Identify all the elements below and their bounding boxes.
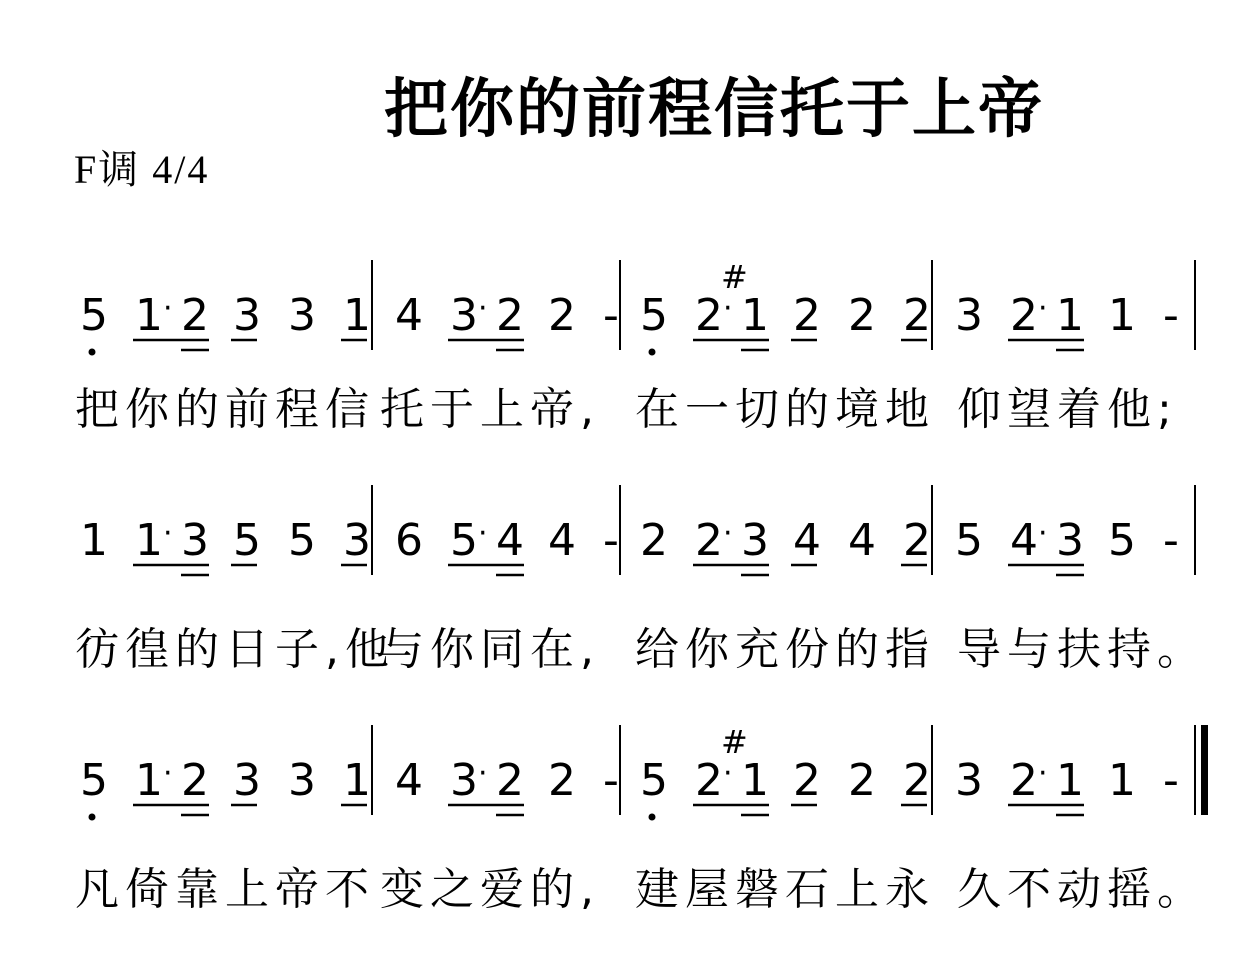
note-digit: 5 [288,515,316,566]
note-digit: 5 [450,515,478,566]
dash-sustain: - [1163,290,1179,341]
dot-mark: · [163,516,173,551]
lyric-phrase: 导与扶持。 [957,624,1207,675]
low-octave-dot [89,814,96,821]
note-digit: 2 [695,515,723,566]
dot-mark: · [478,516,488,551]
dash-sustain: - [603,290,619,341]
lyric-phrase: 托于上帝, [380,384,600,435]
note-digit: 6 [395,515,423,566]
dot-mark: · [478,756,488,791]
note-digit: 2 [793,290,821,341]
note-digit: 5 [640,290,668,341]
note-digit: 1 [135,515,163,566]
note-digit: 5 [640,755,668,806]
note-digit: 2 [548,755,576,806]
note-digit: 3 [343,515,371,566]
dot-mark: · [478,291,488,326]
note-digit: 1 [135,290,163,341]
note-digit: 2 [848,755,876,806]
low-octave-dot [649,814,656,821]
note-digit: 5 [955,515,983,566]
lyric-phrase: 在一切的境地 [635,384,935,435]
note-digit: 4 [848,515,876,566]
dot-mark: · [1038,756,1048,791]
note-digit: 3 [288,290,316,341]
note-digit: 1 [1056,290,1084,341]
dash-sustain: - [603,515,619,566]
note-digit: 3 [181,515,209,566]
note-digit: 2 [496,755,524,806]
note-digit: 2 [181,755,209,806]
note-digit: 5 [80,290,108,341]
note-digit: 4 [548,515,576,566]
note-digit: 4 [496,515,524,566]
note-digit: 2 [903,755,931,806]
note-digit: 2 [496,290,524,341]
note-digit: 2 [793,755,821,806]
note-digit: 3 [955,755,983,806]
dash-sustain: - [603,755,619,806]
note-digit: 1 [741,755,769,806]
note-digit: 3 [450,290,478,341]
dot-mark: · [1038,516,1048,551]
note-digit: 4 [395,755,423,806]
dash-sustain: - [1163,515,1179,566]
note-digit: 3 [288,755,316,806]
lyric-phrase: 建屋磐石上永 [635,864,935,915]
lyric-phrase: 彷徨的日子,他 [75,624,395,675]
dash-sustain: - [1163,755,1179,806]
dot-mark: · [723,516,733,551]
note-digit: 1 [343,755,371,806]
dot-mark: · [163,291,173,326]
note-digit: 3 [450,755,478,806]
note-digit: 2 [181,290,209,341]
lyric-phrase: 变之爱的, [380,864,600,915]
note-digit: 2 [548,290,576,341]
key-and-time-signature: F调 4/4 [74,147,210,192]
note-digit: 1 [1108,755,1136,806]
song-title: 把你的前程信托于上帝 [384,73,1044,147]
dot-mark: · [723,756,733,791]
note-digit: 1 [80,515,108,566]
note-digit: 3 [741,515,769,566]
lyric-phrase: 久不动摇。 [957,864,1207,915]
note-digit: 2 [903,290,931,341]
note-digit: 5 [80,755,108,806]
note-digit: 1 [1056,755,1084,806]
lyric-phrase: 给你充份的指 [635,624,935,675]
lyric-phrase: 与你同在, [380,624,600,675]
note-digit: 4 [1010,515,1038,566]
note-digit: 2 [1010,755,1038,806]
note-digit: 3 [233,290,261,341]
lyric-phrase: 仰望着他; [957,384,1178,435]
note-digit: 1 [135,755,163,806]
note-digit: 1 [1108,290,1136,341]
note-digit: 3 [955,290,983,341]
dot-mark: · [723,291,733,326]
note-digit: 2 [1010,290,1038,341]
note-digit: 2 [695,290,723,341]
note-digit: 4 [793,515,821,566]
note-digit: 5 [1108,515,1136,566]
dot-mark: · [1038,291,1048,326]
note-digit: 1 [343,290,371,341]
final-bar-line [1201,725,1208,815]
note-digit: 1 [741,290,769,341]
lyric-phrase: 把你的前程信 [75,384,375,435]
note-digit: 2 [695,755,723,806]
low-octave-dot [649,349,656,356]
note-digit: 3 [1056,515,1084,566]
note-digit: 2 [903,515,931,566]
dot-mark: · [163,756,173,791]
note-digit: 2 [848,290,876,341]
note-digit: 5 [233,515,261,566]
lyric-phrase: 凡倚靠上帝不 [75,864,375,915]
low-octave-dot [89,349,96,356]
note-digit: 3 [233,755,261,806]
note-digit: 4 [395,290,423,341]
sharp-sign: # [721,723,748,761]
sharp-sign: # [721,258,748,296]
note-digit: 2 [640,515,668,566]
